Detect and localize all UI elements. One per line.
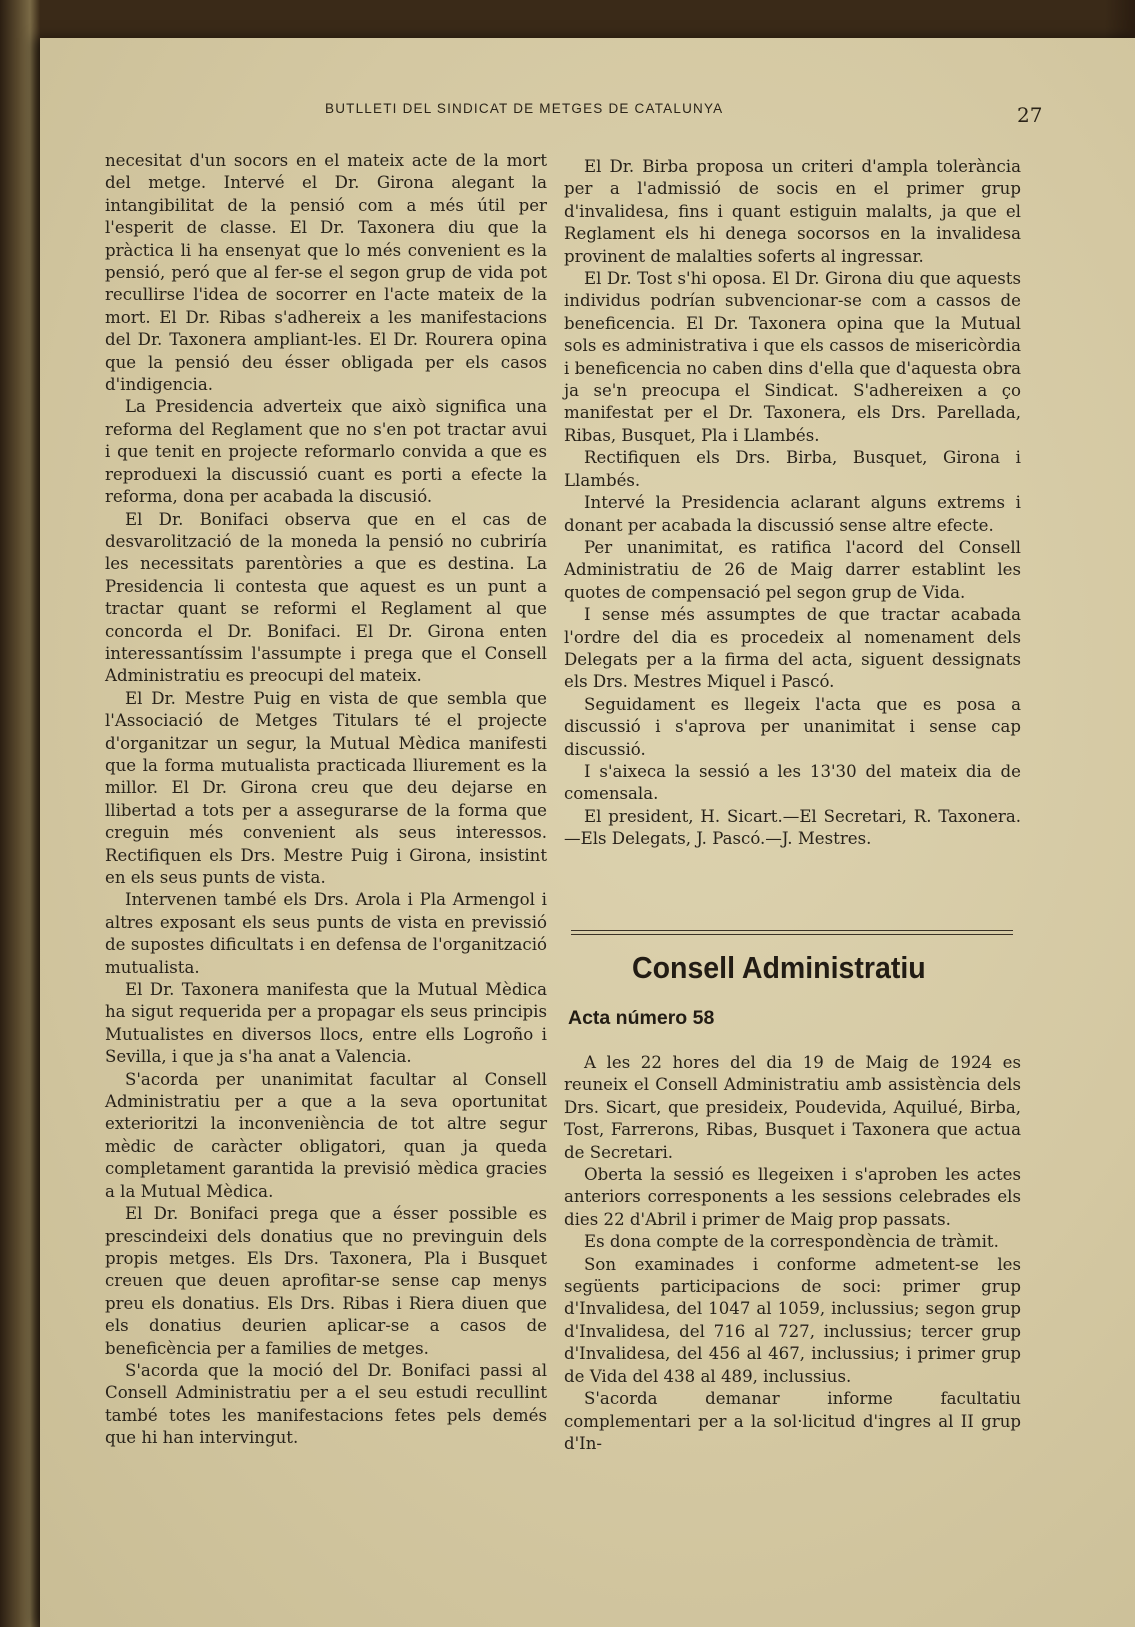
paragraph: El Dr. Bonifaci observa que en el cas de desvarolització de la moneda la pensió no cubriría les necessitats parentòries a que es destina. La Presidencia li contesta que aquest es un punt a tractar quant se reformi el Reglament al que concorda el Dr. Bonifaci. El Dr. Girona enten interessantíssim l'assumpte i prega que el Consell Administratiu es preocupi del mateix. — [105, 509, 547, 686]
paragraph: El Dr. Taxonera manifesta que la Mutual Mèdica ha sigut requerida per a propagar els seus principis Mutualistes en diversos llocs, entre ells Logroño i Sevilla, i que ja s'ha anat a Valencia. — [105, 980, 547, 1067]
paragraph: Es dona compte de la correspondència de tràmit. — [584, 1232, 999, 1252]
paragraph: Seguidament es llegeix l'acta que es posa a discussió i s'aprova per unanimitat i sense cap discussió. — [564, 694, 1021, 759]
paragraph: S'acorda per unanimitat facultar al Consell Administratiu per a que a la seva oportunitat exterioritzi la inconveniència de tot altre segur mèdic de caràcter obligatori, quan ja queda completament garantida la previsió mèdica gracies a la Mutual Mèdica. — [105, 1069, 547, 1201]
subsection-title: Acta número 58 — [568, 1007, 715, 1029]
paragraph: Intervé la Presidencia aclarant alguns extrems i donant per acabada la discussió sense altre efecte. — [564, 493, 1021, 535]
paragraph: El Dr. Tost s'hi oposa. El Dr. Girona diu que aquests individus podrían subvencionar-se com a cassos de beneficencia. El Dr. Taxonera opina que la Mutual sols es administrativa i que els cassos de misericòrdia i beneficencia no caben dins d'ella que d'aquesta obra ja se'n preocupa el Sindicat. S'adhereixen a ço manifestat per el Dr. Taxonera, els Drs. Parellada, Ribas, Busquet, Pla i Llambés. — [564, 269, 1021, 445]
paragraph: Intervenen també els Drs. Arola i Pla Armengol i altres exposant els seus punts de vista en previssió de supostes dificultats i en defensa de l'organització mutualista. — [105, 890, 547, 977]
paragraph: Son examinades i conforme admetent-se les següents participacions de soci: primer grup d'Invalidesa, del 1047 al 1059, inclussius; segon grup d'Invalidesa, del 716 al 727, inclussius; tercer grup d'Invalidesa, del 456 al 467, inclussius; i primer grup de Vida del 438 al 489, inclussius. — [564, 1254, 1021, 1386]
section-body — [564, 1052, 1021, 1455]
signature-line: El president, H. Sicart.—El Secretari, R. Taxonera.—Els Delegats, J. Pascó.—J. Mestres. — [564, 806, 1021, 849]
divider-rule — [571, 930, 1013, 931]
running-header: BUTLLETI DEL SINDICAT DE METGES DE CATALUNYA — [325, 101, 724, 116]
divider-rule — [571, 934, 1013, 935]
right-column — [564, 156, 1021, 851]
paragraph: I s'aixeca la sessió a les 13'30 del mateix dia de comensala. — [564, 761, 1021, 804]
paragraph: necesitat d'un socors en el mateix acte de la mort del metge. Intervé el Dr. Girona alegant la intangibilitat de la pensió com a més útil per l'esperit de classe. El Dr. Taxonera diu que la pràctica li ha ensenyat que lo més convenient es la pensió, peró que al fer-se el segon grup de vida pot recullirse l'idea de socorrer en l'acte mateix de la mort. El Dr. Ribas s'adhereix a les manifestacions del Dr. Taxonera ampliant-les. El Dr. Rourera opina que la pensió deu ésser obligada per els casos d'indigencia. — [105, 151, 547, 395]
page-number: 27 — [1017, 103, 1043, 127]
paragraph: I sense més assumptes de que tractar acabada l'ordre del dia es procedeix al nomenament dels Delegats per a la firma del acta, siguent dessignats els Drs. Mestres Miquel i Pascó. — [564, 605, 1021, 692]
paragraph: El Dr. Mestre Puig en vista de que sembla que l'Associació de Metges Titulars té el projecte d'organitzar un segur, la Mutual Mèdica manifesti que la forma mutualista practicada lliurement es la millor. El Dr. Girona creu que deu dejarse en llibertad a tots per a assegurarse de la forma que creguin més convenient als seus interessos. Rectifiquen els Drs. Mestre Puig i Girona, insistint en els seus punts de vista. — [105, 688, 547, 887]
paragraph: A les 22 hores del dia 19 de Maig de 1924 es reuneix el Consell Administratiu amb assistència dels Drs. Sicart, que presideix, Poudevida, Aquilué, Birba, Tost, Farrerons, Ribas, Busquet i Taxonera que actua de Secretari. — [564, 1053, 1021, 1162]
paragraph: La Presidencia adverteix que això significa una reforma del Reglament que no s'en pot tractar avui i que tenit en projecte reformarlo convida a que es reproduexi la discussió cuant es porti a efecte la reforma, dona per acabada la discusió. — [105, 397, 547, 507]
paragraph: El Dr. Bonifaci prega que a ésser possible es prescindeixi dels donatius que no previnguin dels propis metges. Els Drs. Taxonera, Pla i Busquet creuen que deuen aprofitar-se sense cap menys preu els donatius. Els Drs. Ribas i Riera diuen que els donatius deurien aplicar-se a casos de beneficència per a families de metges. — [105, 1204, 547, 1358]
paragraph: S'acorda demanar informe facultatiu complementari per a la sol·licitud d'ingres al II grup d'In- — [564, 1389, 1021, 1453]
left-column — [105, 150, 547, 1450]
section-title: Consell Administratiu — [632, 950, 926, 985]
paragraph: Oberta la sessió es llegeixen i s'aproben les actes anteriors corresponents a les sessions celebrades els dies 22 d'Abril i primer de Maig prop passats. — [564, 1165, 1021, 1229]
paragraph: S'acorda que la moció del Dr. Bonifaci passi al Consell Administratiu per a el seu estudi recullint també totes les manifestacions fetes pels demés que hi han intervingut. — [105, 1360, 547, 1448]
paragraph: El Dr. Birba proposa un criteri d'ampla tolerància per a l'admissió de socis en el primer grup d'invalidesa, fins i quant estiguin malalts, ja que el Reglament els hi denega socorsos en la invalidesa provinent de malalties soferts al ingressar. — [564, 157, 1021, 266]
paragraph: Rectifiquen els Drs. Birba, Busquet, Girona i Llambés. — [564, 448, 1021, 490]
paragraph: Per unanimitat, es ratifica l'acord del Consell Administratiu de 26 de Maig darrer establint les quotes de compensació pel segon grup de Vida. — [564, 537, 1021, 602]
